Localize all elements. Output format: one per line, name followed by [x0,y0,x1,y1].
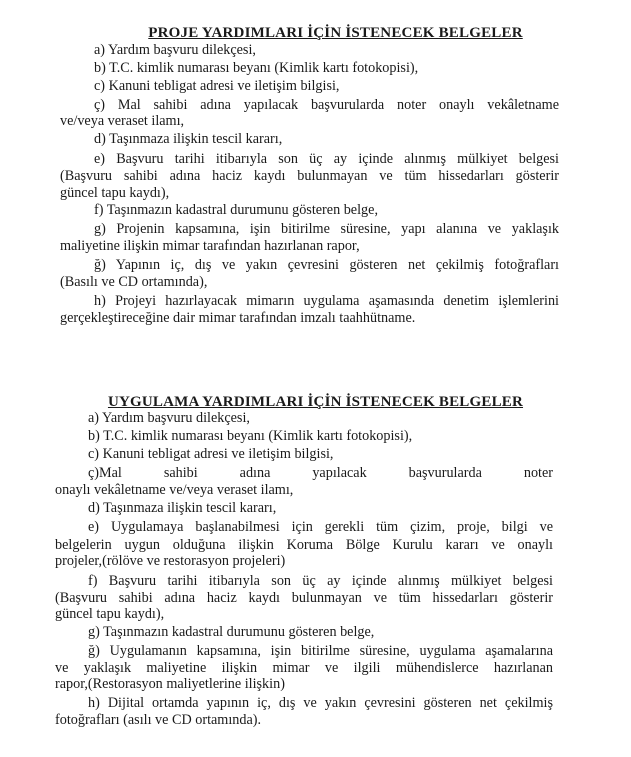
proje-item-h: h) Projeyi hazırlayacak mimarın uygulama aşamasında denetim işlemlerini [94,293,559,309]
uygulama-item-c-cedilla: ç)Mal sahibi adına yapılacak başvurularda noter [88,465,553,481]
uygulama-item-b: b) T.C. kimlik numarası beyanı (Kimlik kartı fotokopisi), [88,428,413,444]
proje-item-d: d) Taşınmaza ilişkin tescil kararı, [94,131,283,147]
proje-heading: PROJE YARDIMLARI İÇİN İSTENECEK BELGELER [148,25,523,41]
proje-item-c: c) Kanuni tebligat adresi ve iletişim bilgisi, [94,78,340,94]
uygulama-item-g-breve-cont2: rapor,(Restorasyon maliyetlerine ilişkin) [55,676,285,692]
proje-item-e-cont2: güncel tapu kaydı), [60,185,170,201]
proje-item-a: a) Yardım başvuru dilekçesi, [94,42,256,58]
proje-item-g-breve-cont: (Basılı ve CD ortamında), [60,274,208,290]
proje-item-h-cont: gerçekleştireceğine dair mimar tarafından imzalı taahhütname. [60,310,416,326]
uygulama-item-h-cont: fotoğrafları (asılı ve CD ortamında). [55,712,262,728]
proje-item-g-breve: ğ) Yapının iç, dış ve yakın çevresini gösteren net çekilmiş fotoğrafları [94,257,559,273]
uygulama-item-c: c) Kanuni tebligat adresi ve iletişim bilgisi, [88,446,334,462]
uygulama-item-f: f) Başvuru tarihi itibarıyla son üç ay içinde alınmış mülkiyet belgesi [88,573,553,589]
uygulama-section [0,393,631,728]
uygulama-item-g: g) Taşınmazın kadastral durumunu gösteren belge, [88,624,375,640]
uygulama-item-e: e) Uygulamaya başlanabilmesi için gerekli tüm çizim, proje, bilgi ve [88,519,553,535]
uygulama-item-c-cedilla-cont: onaylı vekâletname ve/veya veraset ilamı, [55,482,294,498]
uygulama-item-e-cont2: projeler,(rölöve ve restorasyon projeleri) [55,553,286,569]
proje-item-c-cedilla-cont: ve/veya veraset ilamı, [60,113,185,129]
uygulama-heading: UYGULAMA YARDIMLARI İÇİN İSTENECEK BELGELER [107,394,524,410]
uygulama-item-g-breve-cont1: ve yaklaşık maliyetine ilişkin mimar ve ilgili mühendislerce hazırlanan [55,660,553,676]
proje-item-g: g) Projenin kapsamına, işin bitirilme süresine, yapı alanına ve yaklaşık [94,221,559,237]
proje-item-c-cedilla: ç) Mal sahibi adına yapılacak başvurularda noter onaylı vekâletname [94,97,559,113]
proje-item-e: e) Başvuru tarihi itibarıyla son üç ay içinde alınmış mülkiyet belgesi [94,151,559,167]
proje-item-e-cont1: (Başvuru sahibi adına haciz kaydı bulunmayan ve tüm hissedarları gösterir [60,168,559,184]
uygulama-item-d: d) Taşınmaza ilişkin tescil kararı, [88,500,277,516]
uygulama-item-h: h) Dijital ortamda yapının iç, dış ve yakın çevresini gösteren net çekilmiş [88,695,553,711]
proje-item-f: f) Taşınmazın kadastral durumunu gösteren belge, [94,202,378,218]
proje-item-g-cont: maliyetine ilişkin mimar tarafından hazırlanan rapor, [60,238,360,254]
uygulama-item-e-cont1: belgelerin uygun olduğuna ilişkin Koruma Bölge Kurulu kararı ve onaylı [55,537,553,553]
uygulama-item-f-cont2: güncel tapu kaydı), [55,606,165,622]
proje-section [0,24,631,326]
uygulama-item-g-breve: ğ) Uygulamanın kapsamına, işin bitirilme süresine, uygulama aşamalarına [88,643,553,659]
uygulama-item-a: a) Yardım başvuru dilekçesi, [88,410,250,426]
proje-item-b: b) T.C. kimlik numarası beyanı (Kimlik kartı fotokopisi), [94,60,419,76]
uygulama-item-f-cont1: (Başvuru sahibi adına haciz kaydı bulunmayan ve tüm hissedarları gösterir [55,590,553,606]
